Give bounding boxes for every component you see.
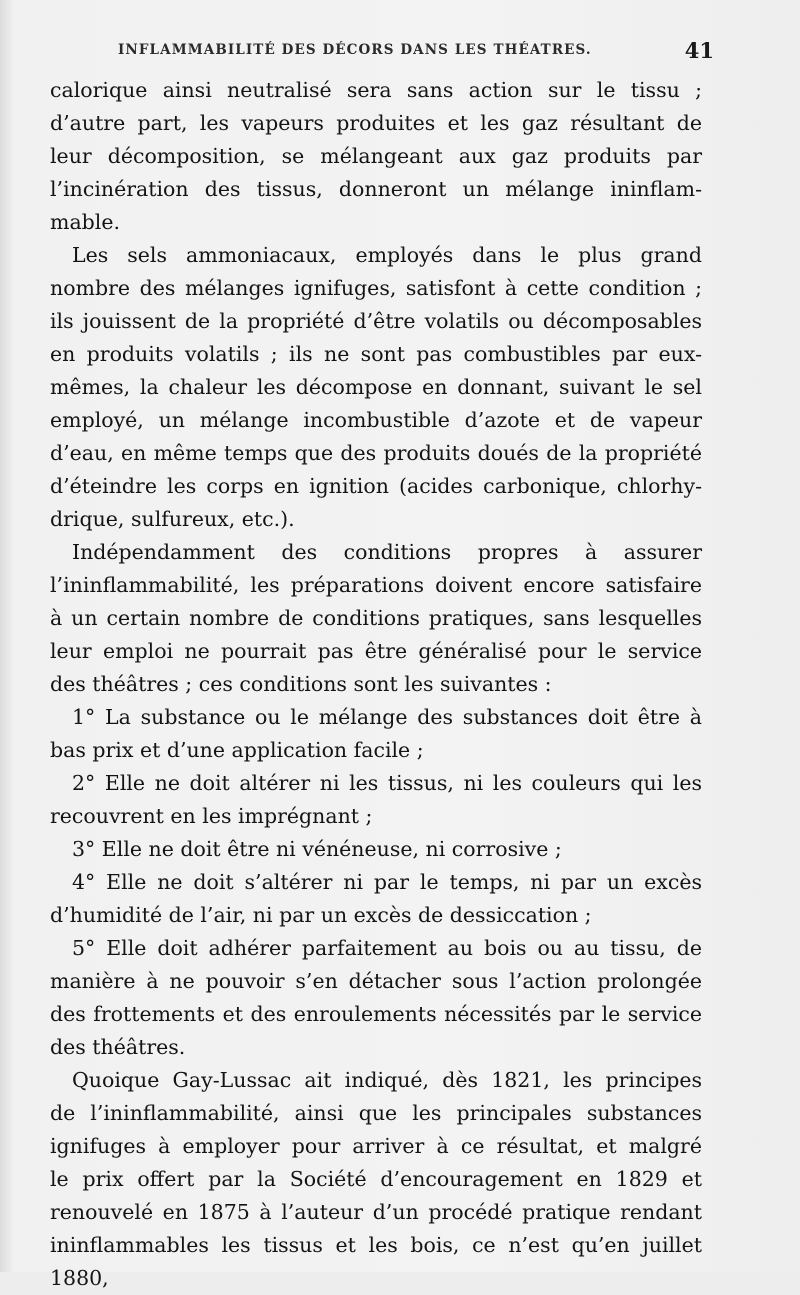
text-line: drique, sulfureux, etc.). (50, 507, 295, 531)
text-line: en produits volatils ; ils ne sont pas combustibles par eux- (50, 342, 702, 366)
text-line: 2° Elle ne doit altérer ni les tissus, ni les couleurs qui les (72, 771, 702, 795)
text-line: d’autre part, les vapeurs produites et les gaz résultant de (50, 111, 702, 135)
text-line: recouvrent en les imprégnant ; (50, 804, 373, 828)
text-line: leur emploi ne pourrait pas être généralisé pour le service (50, 639, 702, 663)
text-line: des frottements et des enroulements nécessités par le service (50, 1002, 702, 1026)
text-line: employé, un mélange incombustible d’azote et de vapeur (50, 408, 702, 432)
text-line: calorique ainsi neutralisé sera sans action sur le tissu ; (50, 78, 702, 102)
text-line: ininflammables les tissus et les bois, ce n’est qu’en juillet 1880, (50, 1233, 702, 1290)
text-line: manière à ne pouvoir s’en détacher sous l’action prolongée (50, 969, 702, 993)
text-line: 4° Elle ne doit s’altérer ni par le temps, ni par un excès (72, 870, 702, 894)
text-line: d’eau, en même temps que des produits doués de la propriété (50, 441, 702, 465)
text-line: mable. (50, 210, 120, 234)
text-line: Indépendamment des conditions propres à assurer (72, 540, 702, 564)
text-line: à un certain nombre de conditions pratiques, sans lesquelles (50, 606, 702, 630)
text-line: Les sels ammoniacaux, employés dans le plus grand (72, 243, 702, 267)
text-line: des théâtres ; ces conditions sont les suivantes : (50, 672, 552, 696)
page-header (118, 38, 714, 63)
text-line: d’éteindre les corps en ignition (acides carbonique, chlorhy- (50, 474, 702, 498)
text-line: nombre des mélanges ignifuges, satisfont à cette condition ; (50, 276, 702, 300)
text-line: mêmes, la chaleur les décompose en donnant, suivant le sel (50, 375, 702, 399)
text-line: 3° Elle ne doit être ni vénéneuse, ni corrosive ; (72, 837, 562, 861)
text-line: bas prix et d’une application facile ; (50, 738, 424, 762)
page-body (50, 74, 702, 1295)
text-line: 5° Elle doit adhérer parfaitement au bois ou au tissu, de (72, 936, 702, 960)
running-head: INFLAMMABILITÉ DES DÉCORS DANS LES THÉATRES. (118, 42, 592, 58)
text-line: renouvelé en 1875 à l’auteur d’un procédé pratique rendant (50, 1200, 702, 1224)
text-line: des théâtres. (50, 1035, 186, 1059)
text-line: ils jouissent de la propriété d’être volatils ou décomposables (50, 309, 702, 333)
text-line: leur décomposition, se mélangeant aux gaz produits par (50, 144, 702, 168)
page-number: 41 (684, 38, 714, 63)
text-line: d’humidité de l’air, ni par un excès de dessiccation ; (50, 903, 592, 927)
text-line: 1° La substance ou le mélange des substances doit être à (72, 705, 702, 729)
text-line: ignifuges à employer pour arriver à ce résultat, et malgré (50, 1134, 702, 1158)
text-line: l’incinération des tissus, donneront un mélange ininflam- (50, 177, 702, 201)
text-line: l’ininflammabilité, les préparations doivent encore satisfaire (50, 573, 702, 597)
text-line: le prix offert par la Société d’encouragement en 1829 et (50, 1167, 702, 1191)
text-line: de l’ininflammabilité, ainsi que les principales substances (50, 1101, 702, 1125)
text-line: Quoique Gay-Lussac ait indiqué, dès 1821, les principes (72, 1068, 702, 1092)
